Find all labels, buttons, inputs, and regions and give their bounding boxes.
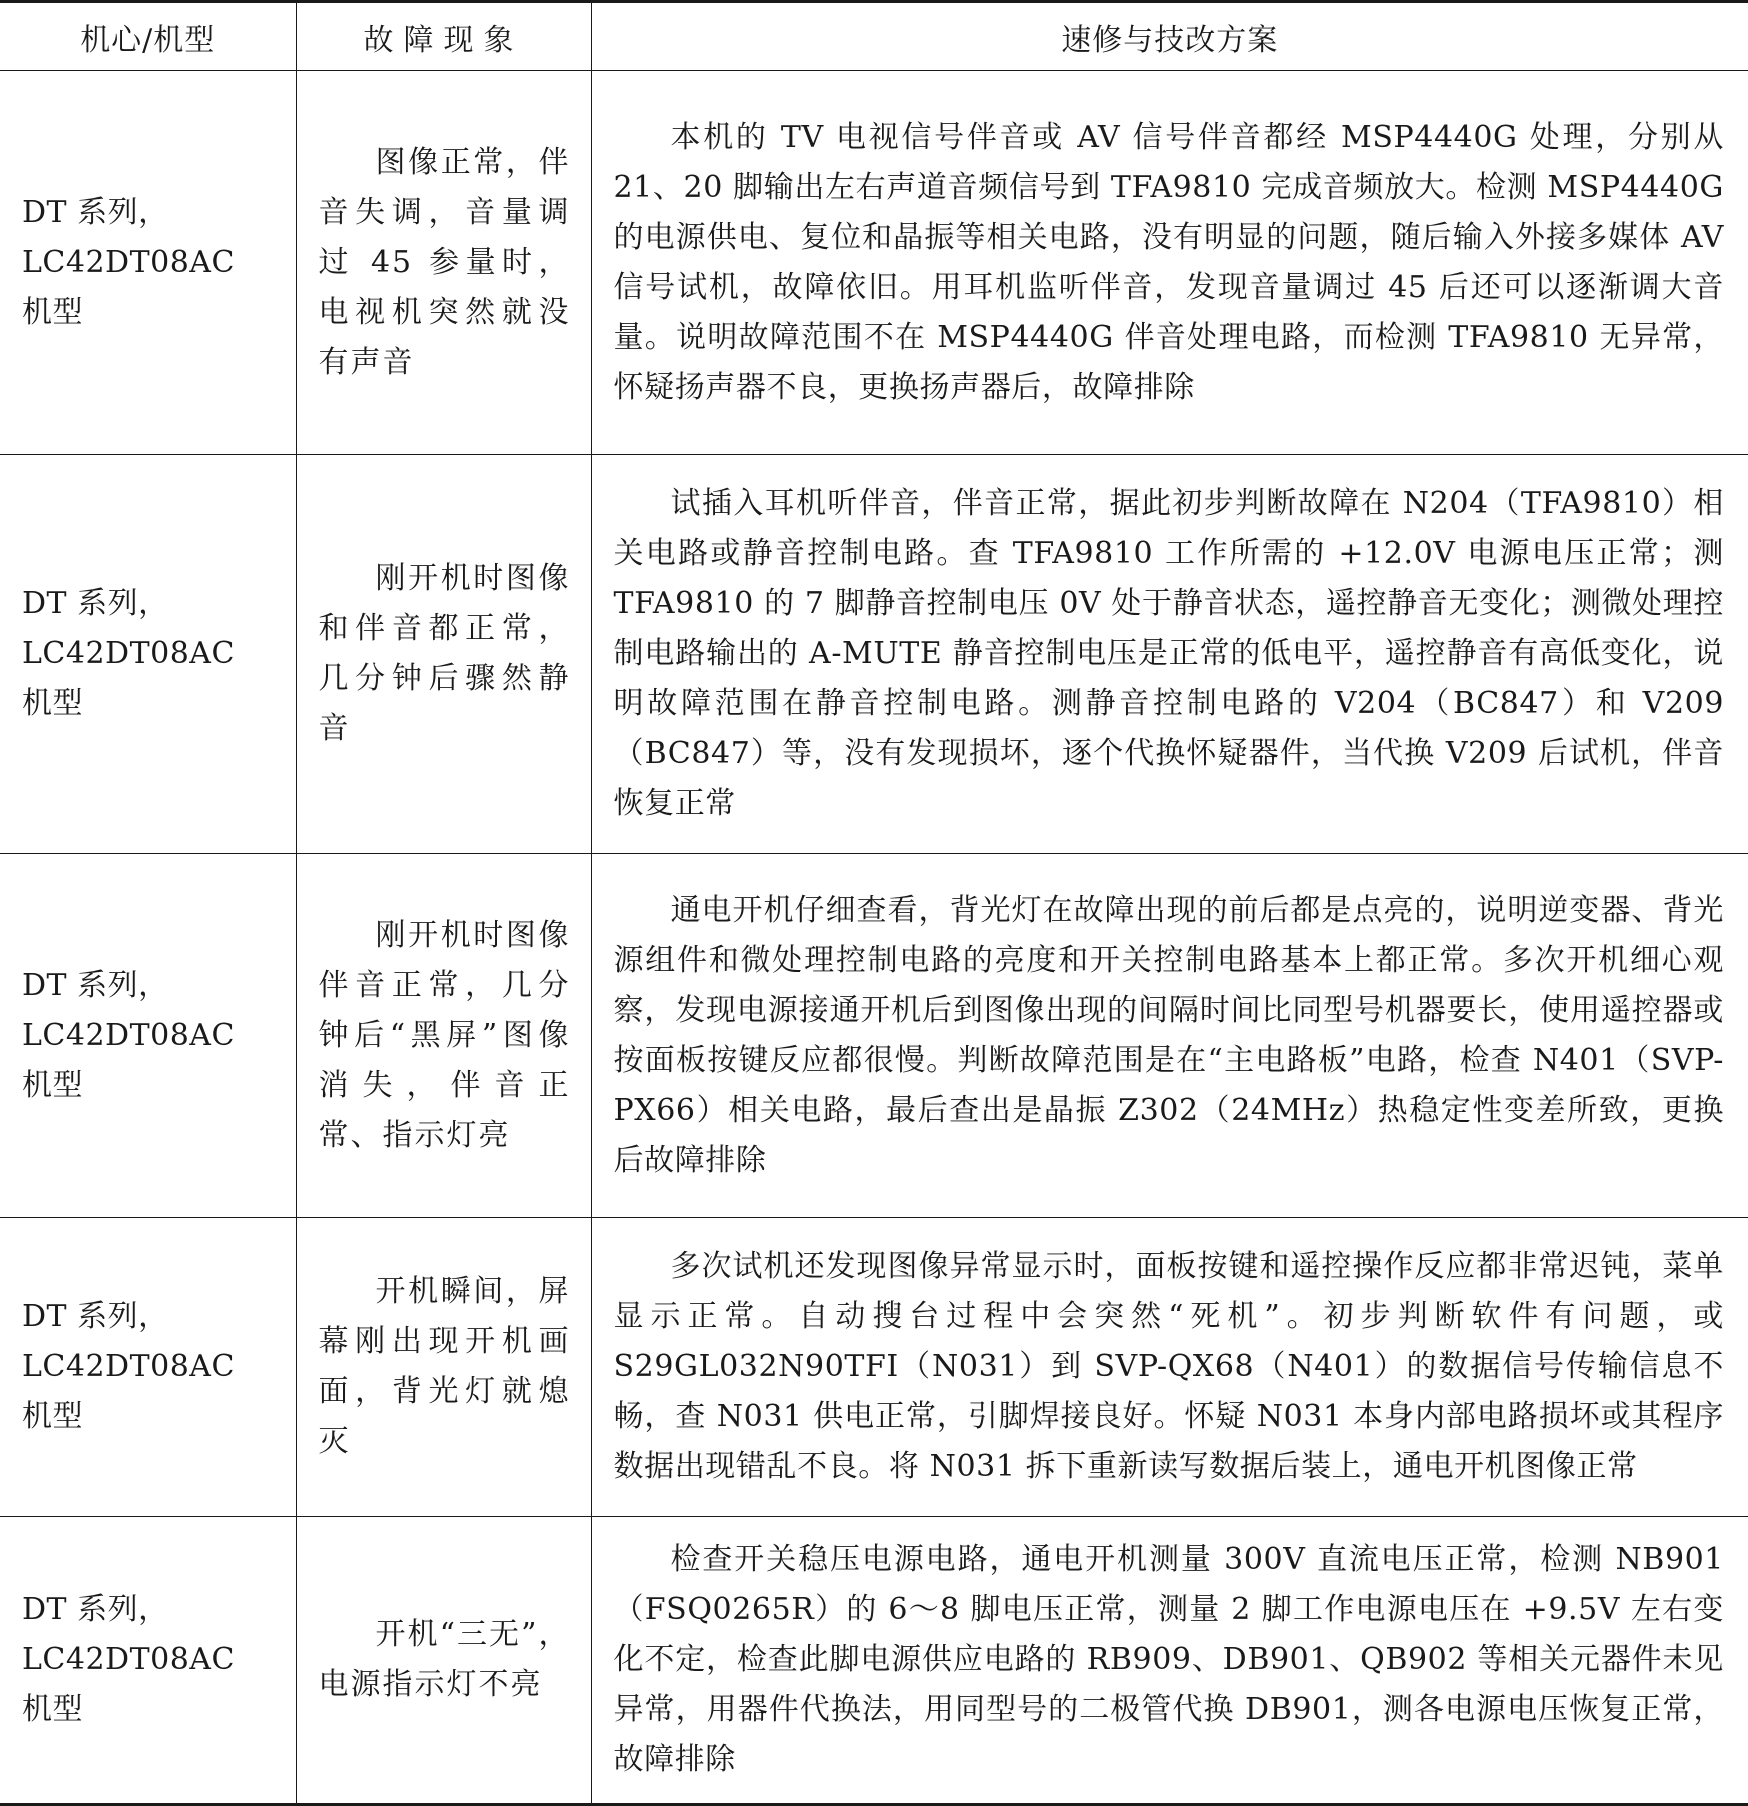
solution-cell	[591, 1517, 1748, 1805]
model-text: DT 系列， LC42DT08AC 机型	[22, 194, 235, 330]
table-row	[0, 1517, 1748, 1805]
header-symptom: 故障现象	[296, 2, 591, 71]
table-row	[0, 854, 1748, 1218]
table-row	[0, 1218, 1748, 1517]
model-text: DT 系列， LC42DT08AC 机型	[22, 1592, 235, 1727]
symptom-text: 开机“三无”，电源指示灯不亮	[318, 1617, 571, 1702]
solution-cell	[591, 455, 1748, 854]
table-row	[0, 455, 1748, 854]
symptom-text: 刚开机时图像伴音正常，几分钟后“黑屏”图像消失，伴音正常、指示灯亮	[318, 917, 571, 1153]
table-header	[0, 2, 1748, 71]
symptom-text: 刚开机时图像和伴音都正常，几分钟后骤然静音	[318, 561, 571, 746]
symptom-cell	[296, 1517, 591, 1805]
symptom-cell	[296, 854, 591, 1218]
model-text: DT 系列， LC42DT08AC 机型	[22, 586, 235, 721]
solution-cell	[591, 71, 1748, 455]
solution-text: 通电开机仔细查看，背光灯在故障出现的前后都是点亮的，说明逆变器、背光源组件和微处理控制电路的亮度和开关控制电路基本上都正常。多次开机细心观察，发现电源接通开机后到图像出现的间隔时间比同型号机器要长，使用遥控器或按面板按键反应都很慢。判断故障范围是在“主电路板”电路，检查 N401（SVP-PX66）相关电路，最后查出是晶振 Z302（24MHz）热稳定性变差所致，更换后故障排除	[613, 892, 1724, 1178]
symptom-cell	[296, 71, 591, 455]
solution-text: 本机的 TV 电视信号伴音或 AV 信号伴音都经 MSP4440G 处理，分别从 21、20 脚输出左右声道音频信号到 TFA9810 完成音频放大。检测 MSP4440G 的电源供电、复位和晶振等相关电路，没有明显的问题，随后输入外接多媒体 AV 信号试机，故障依旧。用耳机监听伴音，发现音量调过 45 后还可以逐渐调大音量。说明故障范围不在 MSP4440G 伴音处理电路，而检测 TFA9810 无异常，怀疑扬声器不良，更换扬声器后，故障排除	[613, 119, 1724, 405]
header-solution: 速修与技改方案	[591, 2, 1748, 71]
model-cell	[0, 71, 296, 455]
header-model: 机心/机型	[0, 2, 296, 71]
header-row	[0, 2, 1748, 71]
table-row	[0, 71, 1748, 455]
model-text: DT 系列， LC42DT08AC 机型	[22, 1299, 235, 1434]
model-cell	[0, 1517, 296, 1805]
model-cell	[0, 1218, 296, 1517]
solution-cell	[591, 854, 1748, 1218]
table-body	[0, 71, 1748, 1805]
symptom-cell	[296, 1218, 591, 1517]
solution-cell	[591, 1218, 1748, 1517]
symptom-text: 图像正常，伴音失调，音量调过 45 参量时，电视机突然就没有声音	[318, 144, 571, 380]
solution-text: 检查开关稳压电源电路，通电开机测量 300V 直流电压正常，检测 NB901（FSQ0265R）的 6～8 脚电压正常，测量 2 脚工作电源电压在 +9.5V 左右变化不定，检查此脚电源供应电路的 RB909、DB901、QB902 等相关元器件未见异常，用器件代换法，用同型号的二极管代换 DB901，测各电源电压恢复正常，故障排除	[613, 1542, 1724, 1777]
solution-text: 多次试机还发现图像异常显示时，面板按键和遥控操作反应都非常迟钝，菜单显示正常。自动搜台过程中会突然“死机”。初步判断软件有问题，或 S29GL032N90TFI（N031）到 SVP-QX68（N401）的数据信号传输信息不畅，查 N031 供电正常，引脚焊接良好。怀疑 N031 本身内部电路损坏或其程序数据出现错乱不良。将 N031 拆下重新读写数据后装上，通电开机图像正常	[613, 1249, 1724, 1484]
model-text: DT 系列， LC42DT08AC 机型	[22, 967, 235, 1103]
symptom-cell	[296, 455, 591, 854]
symptom-text: 开机瞬间，屏幕刚出现开机画面，背光灯就熄灭	[318, 1274, 571, 1459]
model-cell	[0, 455, 296, 854]
model-cell	[0, 854, 296, 1218]
solution-text: 试插入耳机听伴音，伴音正常，据此初步判断故障在 N204（TFA9810）相关电路或静音控制电路。查 TFA9810 工作所需的 +12.0V 电源电压正常；测 TFA9810 的 7 脚静音控制电压 0V 处于静音状态，遥控静音无变化；测微处理控制电路输出的 A-MUTE 静音控制电压是正常的低电平，遥控静音有高低变化，说明故障范围在静音控制电路。测静音控制电路的 V204（BC847）和 V209（BC847）等，没有发现损坏，逐个代换怀疑器件，当代换 V209 后试机，伴音恢复正常	[613, 486, 1724, 821]
